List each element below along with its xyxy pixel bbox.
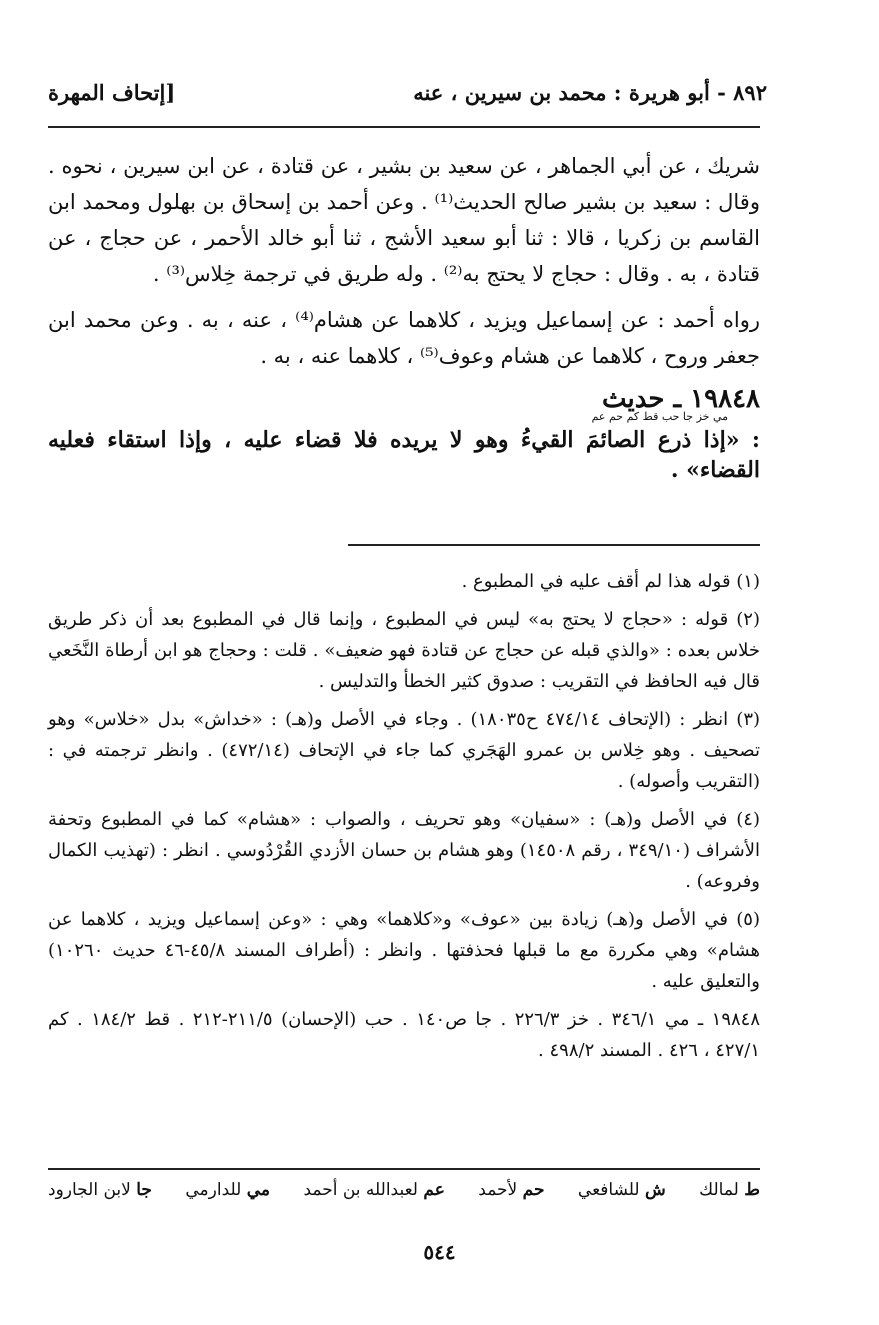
paragraph-1: شريك ، عن أبي الجماهر ، عن سعيد بن بشير ، عن قتادة ، عن ابن سيرين ، نحوه . وقال : سعيد بن بشير صالح الحديث⁽¹⁾ . وعن أحمد بن إسحاق بن بهلول ومحمد ابن القاسم بن زكريا ، قالا : ثنا أبو سعيد الأشج ، ثنا أبو خالد الأحمر ، عن حجاج ، عن قتادة ، به . وقال : حجاج لا يحتج به⁽²⁾ . وله طريق في ترجمة خِلاس⁽³⁾ .: [48, 154, 760, 286]
takhrij-note: ١٩٨٤٨ ـ مي ٣٤٦/١ . خز ٢٢٦/٣ . جا ص١٤٠ . حب (الإحسان) ٢١١/٥-٢١٢ . قط ١٨٤/٢ . كم ٤٢٧/١ ، ٤٢٦ . المسند ٤٩٨/٢ .: [48, 1009, 761, 1061]
key-item: ش للشافعي: [577, 1180, 666, 1200]
footnote-rule: [348, 544, 760, 546]
header-rule: [48, 126, 760, 128]
hadith-source-codes: مي خز جا حب قط كم حم عم: [591, 410, 728, 423]
hadith-entry: [48, 384, 760, 485]
header-chapter-title: ٨٩٢ - أبو هريرة : محمد بن سيرين ، عنه: [413, 80, 767, 105]
hadith-number: ١٩٨٤٨ ـ حديث: [601, 384, 760, 414]
paragraph-2: رواه أحمد : عن إسماعيل ويزيد ، كلاهما عن هشام⁽⁴⁾ ، عنه ، به . وعن محمد ابن جعفر وروح ، كلاهما عن هشام وعوف⁽⁵⁾ ، كلاهما عنه ، به .: [48, 308, 761, 368]
footnote-1: (١) قوله هذا لم أقف عليه في المطبوع .: [461, 571, 760, 592]
hadith-text: : «إذا ذرع الصائمَ القيءُ وهو لا يريده فلا قضاء عليه ، وإذا استقاء فعليه القضاء» .: [48, 427, 760, 483]
key-item: ط لمالك: [699, 1180, 760, 1200]
abbreviation-key: [48, 1180, 760, 1200]
footnote-5: (٥) في الأصل و(هـ) زيادة بين «عوف» و«كلاهما» وهي : «وعن إسماعيل ويزيد ، كلاهما عن هشام» وهي مكررة مع ما قبلها فحذفتها . وانظر : (أطراف المسند ٤٥/٨-٤٦ حديث ١٠٢٦٠) والتعليق عليه .: [48, 909, 760, 992]
footnotes: [48, 566, 760, 1073]
bottom-rule: [48, 1168, 760, 1170]
key-item: جا لابن الجارود: [48, 1180, 152, 1200]
footnote-3: (٣) انظر : (الإتحاف ٤٧٤/١٤ ح١٨٠٣٥) . وجاء في الأصل و(هـ) : «خداش» بدل «خلاس» وهو تصحيف . وهو خِلاس بن عمرو الهَجَري كما جاء في الإتحاف (٤٧٢/١٤) . وانظر ترجمته في : (التقريب وأصوله) .: [48, 709, 761, 792]
page-number: ٥٤٤: [423, 1240, 456, 1264]
footnote-2: (٢) قوله : «حجاج لا يحتج به» ليس في المطبوع ، وإنما قال في المطبوع بعد أن ذكر طريق خلاس بعده : «والذي قبله عن حجاج عن قتادة فهو ضعيف» . قلت : وحجاج هو ابن أرطاة النَّخَعي قال فيه الحافظ في التقريب : صدوق كثير الخطأ والتدليس .: [48, 609, 760, 692]
key-item: مي للدارمي: [185, 1180, 271, 1200]
main-text: [48, 148, 760, 495]
header-book-title: [إتحاف المهرة: [48, 80, 176, 105]
key-item: حم لأحمد: [478, 1180, 545, 1200]
running-header: [48, 80, 767, 114]
footnote-4: (٤) في الأصل و(هـ) : «سفيان» وهو تحريف ، والصواب : «هشام» كما في المطبوع وتحفة الأشراف (٣٤٩/١٠ ، رقم ١٤٥٠٨) وهو هشام بن حسان الأزدي القُرْدُوسي . انظر : (تهذيب الكمال وفروعه) .: [48, 809, 760, 892]
key-item: عم لعبدالله بن أحمد: [303, 1180, 445, 1200]
